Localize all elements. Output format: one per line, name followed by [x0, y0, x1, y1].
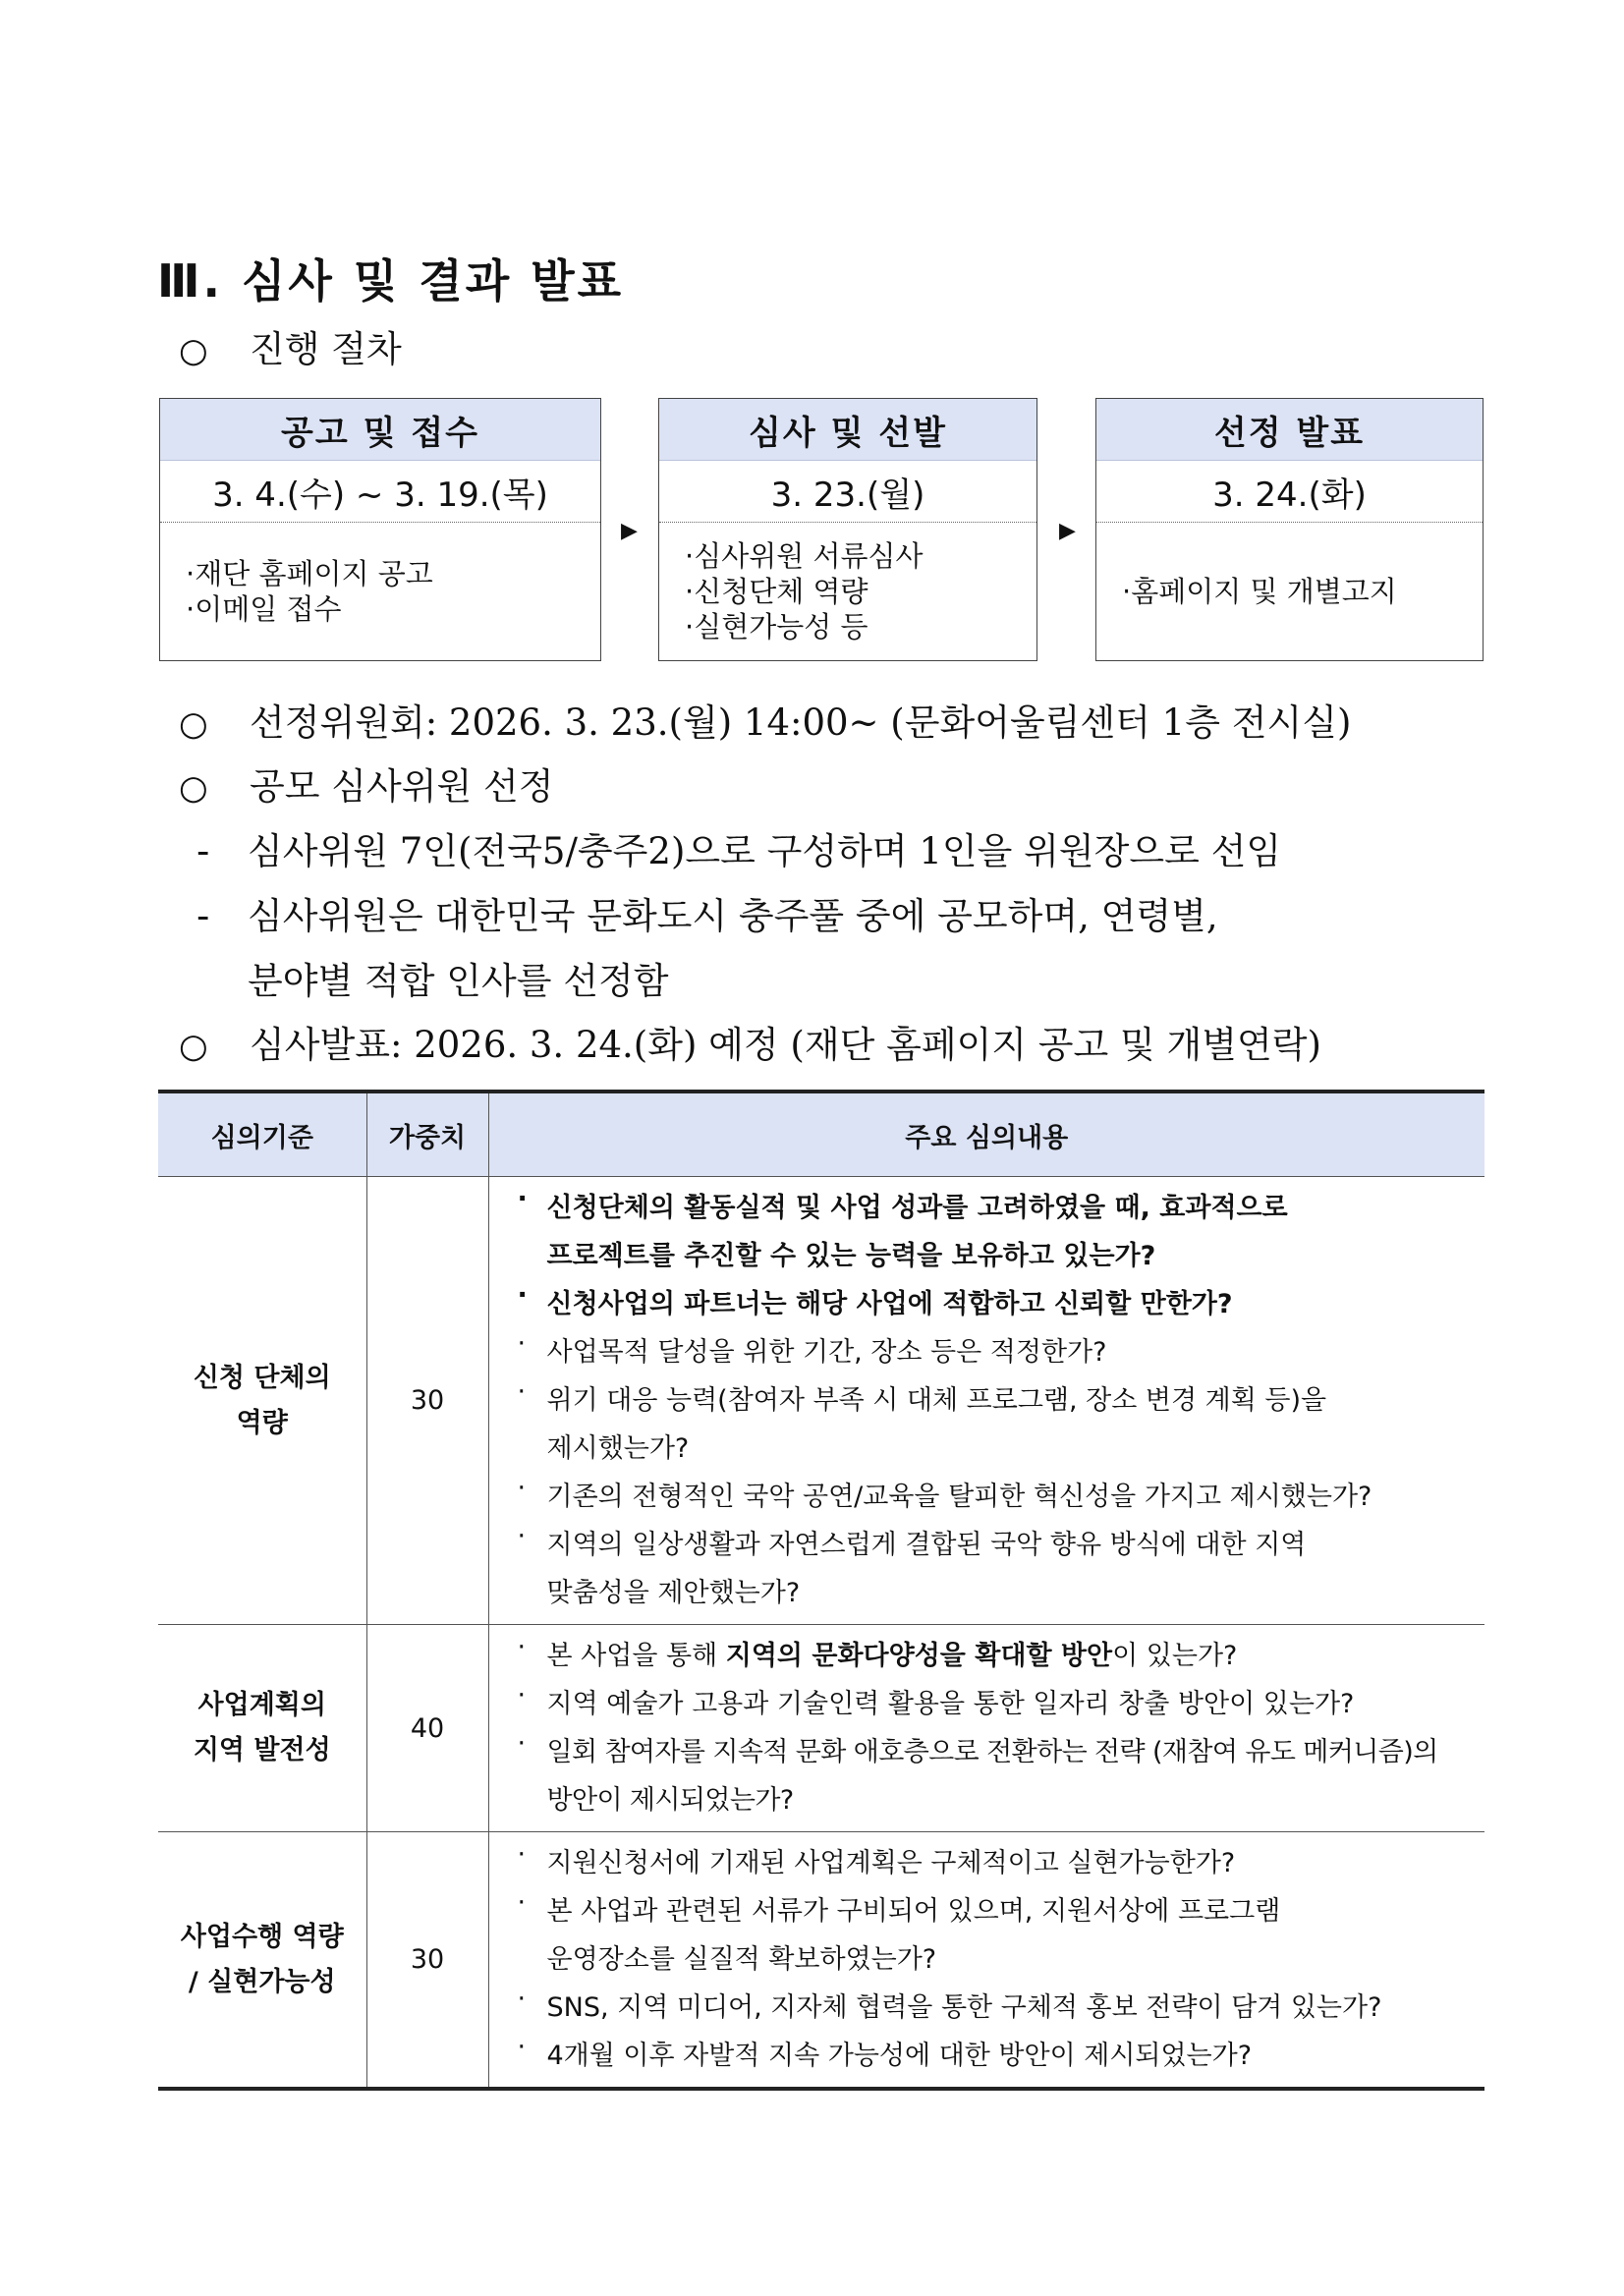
step-item: ·심사위원 서류심사	[685, 539, 924, 573]
list-item: · 위기 대응 능력(참여자 부족 시 대체 프로그램, 장소 변경 계획 등)을 제시했는가?	[517, 1376, 1327, 1464]
criteria-line: 신청 단체의	[193, 1362, 331, 1393]
content-cell	[488, 1625, 1484, 1832]
header-criteria: 심의기준	[158, 1092, 366, 1177]
jury-selection-text: 공모 심사위원 선정	[250, 765, 554, 808]
procedure-bullet	[179, 319, 402, 372]
step-item: ·실현가능성 등	[685, 610, 868, 644]
dash-bullet: -	[196, 895, 210, 937]
circle-bullet-icon: ○	[179, 331, 208, 370]
step-item: ·신청단체 역량	[685, 575, 868, 608]
content-cell	[488, 1832, 1484, 2090]
step-announcement-intake	[159, 398, 601, 661]
announcement-bullet	[179, 1015, 1321, 1068]
weight-cell: 40	[366, 1625, 488, 1832]
list-item: · 지원신청서에 기재된 사업계획은 구체적이고 실현가능한가?	[517, 1839, 1236, 1878]
criteria-cell	[158, 1832, 366, 2090]
step-body	[160, 523, 600, 660]
step-date: 3. 4.(수) ~ 3. 19.(목)	[160, 461, 600, 523]
step-title: 공고 및 접수	[160, 399, 600, 461]
step-final-announcement	[1095, 398, 1484, 661]
jury-detail-1	[196, 821, 1281, 874]
circle-bullet-icon: ○	[179, 1027, 208, 1066]
criteria-line: 사업계획의	[197, 1690, 326, 1720]
criteria-line: / 실현가능성	[188, 1966, 336, 1997]
list-item: · 일회 참여자를 지속적 문화 애호층으로 전환하는 전략 (재참여 유도 메커니즘)의 방안이 제시되었는가?	[517, 1728, 1438, 1816]
circle-bullet-icon: ○	[179, 704, 208, 744]
step-item: ·이메일 접수	[186, 592, 342, 626]
jury-detail-2-text: 심사위원은 대한민국 문화도시 충주풀 중에 공모하며, 연령별,	[248, 895, 1218, 937]
step-body	[1096, 523, 1483, 660]
step-review-selection	[658, 398, 1037, 661]
dash-bullet: -	[196, 830, 210, 872]
announcement-text: 심사발표: 2026. 3. 24.(화) 예정 (재단 홈페이지 공고 및 개별연락)	[250, 1024, 1321, 1066]
jury-detail-1-text: 심사위원 7인(전국5/충주2)으로 구성하며 1인을 위원장으로 선임	[248, 830, 1282, 872]
criteria-cell	[158, 1177, 366, 1625]
arrow-right-icon: ▶	[1059, 519, 1076, 543]
jury-detail-2	[196, 886, 1218, 939]
content-cell	[488, 1177, 1484, 1625]
list-item: · 사업목적 달성을 위한 기간, 장소 등은 적정한가?	[517, 1328, 1107, 1368]
step-item: ·재단 홈페이지 공고	[186, 557, 433, 590]
step-date: 3. 23.(월)	[659, 461, 1036, 523]
list-item: · 4개월 이후 자발적 지속 가능성에 대한 방안이 제시되었는가?	[517, 2032, 1253, 2071]
step-title: 심사 및 선발	[659, 399, 1036, 461]
header-content: 주요 심의내용	[488, 1092, 1484, 1177]
table-row	[158, 1625, 1484, 1832]
criteria-table	[158, 1090, 1484, 2091]
section-heading: Ⅲ. 심사 및 결과 발표	[157, 254, 625, 308]
criteria-line: 사업수행 역량	[180, 1921, 344, 1952]
list-item: · 지역의 일상생활과 자연스럽게 결합된 국악 향유 방식에 대한 지역 맞춤성을 제안했는가?	[517, 1521, 1307, 1608]
procedure-label: 진행 절차	[250, 328, 402, 370]
circle-bullet-icon: ○	[179, 768, 208, 808]
step-date: 3. 24.(화)	[1096, 461, 1483, 523]
list-item: · 신청사업의 파트너는 해당 사업에 적합하고 신뢰할 만한가?	[517, 1280, 1233, 1319]
list-item: · 기존의 전형적인 국악 공연/교육을 탈피한 혁신성을 가지고 제시했는가?	[517, 1473, 1372, 1512]
jury-detail-2-continued: 분야별 적합 인사를 선정함	[248, 960, 669, 1002]
header-weight: 가중치	[366, 1092, 488, 1177]
jury-selection-bullet	[179, 756, 553, 810]
table-row	[158, 1832, 1484, 2090]
list-item: · SNS, 지역 미디어, 지자체 협력을 통한 구체적 홍보 전략이 담겨 있는가?	[517, 1984, 1382, 2023]
table-header-row	[158, 1092, 1484, 1177]
step-body	[659, 523, 1036, 660]
table-row	[158, 1177, 1484, 1625]
list-item: · 본 사업을 통해 지역의 문화다양성을 확대할 방안이 있는가?	[517, 1632, 1238, 1671]
criteria-line: 역량	[236, 1407, 288, 1438]
weight-cell: 30	[366, 1177, 488, 1625]
list-item: · 본 사업과 관련된 서류가 구비되어 있으며, 지원서상에 프로그램 운영장소를 실질적 확보하였는가?	[517, 1887, 1281, 1975]
list-item: · 지역 예술가 고용과 기술인력 활용을 통한 일자리 창출 방안이 있는가?	[517, 1680, 1355, 1719]
committee-text: 선정위원회: 2026. 3. 23.(월) 14:00~ (문화어울림센터 1층 전시실)	[250, 701, 1352, 744]
weight-cell: 30	[366, 1832, 488, 2090]
criteria-line: 지역 발전성	[193, 1735, 331, 1765]
list-item: · 신청단체의 활동실적 및 사업 성과를 고려하였을 때, 효과적으로 프로젝트를 추진할 수 있는 능력을 보유하고 있는가?	[517, 1184, 1288, 1271]
committee-bullet	[179, 693, 1351, 746]
criteria-cell	[158, 1625, 366, 1832]
arrow-right-icon: ▶	[621, 519, 638, 543]
step-item: ·홈페이지 및 개별고지	[1122, 575, 1397, 608]
step-title: 선정 발표	[1096, 399, 1483, 461]
